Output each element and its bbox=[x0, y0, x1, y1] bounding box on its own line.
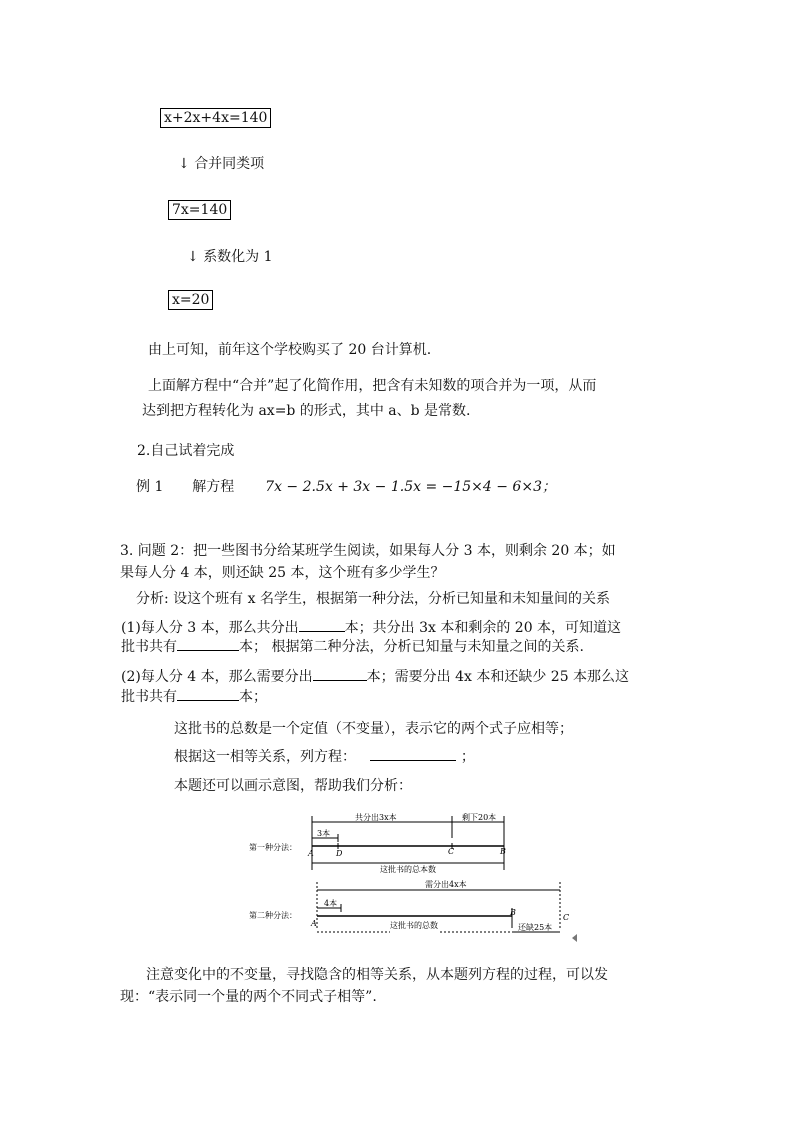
part-2-line-2 bbox=[121, 686, 267, 706]
example-1 bbox=[136, 476, 556, 496]
example-task: 解方程 bbox=[192, 479, 235, 495]
equation-box-3: x=20 bbox=[168, 290, 213, 310]
step-1-label: 合并同类项 bbox=[194, 156, 265, 172]
row-2-label: 第二种分法： bbox=[249, 911, 297, 920]
row-2-top: 需分出4x本 bbox=[425, 880, 467, 889]
note-line-1: 注意变化中的不变量，寻找隐含的相等关系，从本题列方程的过程，可以发 bbox=[146, 967, 608, 983]
scroll-marker-icon bbox=[572, 934, 577, 942]
total-statement: 这批书的总数是一个定值（不变量），表示它的两个式子应相等； bbox=[174, 721, 573, 737]
explain-line-2: 达到把方程转化为 ax=b 的形式，其中 a、b 是常数. bbox=[142, 403, 471, 419]
analysis: 分析: 设这个班有 x 名学生，根据第一种分法，分析已知量和未知量间的关系 bbox=[136, 591, 610, 607]
row-2-middle: 这批书的总数 bbox=[390, 921, 438, 930]
answer-blank[interactable] bbox=[177, 636, 239, 651]
problem-line-2: 果每人分 4 本，则还缺 25 本，这个班有多少学生？ bbox=[120, 565, 445, 581]
section-heading: 2.自己试着完成 bbox=[137, 443, 235, 459]
part-1-text-d: 本； 根据第二种分法，分析已知量与未知量之间的关系. bbox=[239, 639, 584, 655]
step-2 bbox=[187, 246, 273, 266]
row-2-short: 还缺25本 bbox=[518, 923, 553, 932]
row-2-small: 4本 bbox=[324, 899, 338, 908]
answer-blank[interactable] bbox=[177, 686, 239, 701]
equation-prompt bbox=[174, 746, 475, 766]
problem-line-1: 3. 问题 2：把一些图书分给某班学生阅读，如果每人分 3 本，则剩余 20 本；如 bbox=[120, 543, 616, 559]
explain-line-1: 上面解方程中“合并”起了化简作用，把含有未知数的项合并为一项，从而 bbox=[148, 378, 597, 394]
example-equation: 7x − 2.5x + 3x − 1.5x = −15×4 − 6×3； bbox=[265, 479, 556, 495]
part-1-line-1 bbox=[121, 617, 621, 637]
part-1-line-2 bbox=[121, 636, 584, 656]
part-1-text-b: 本；共分出 3x 本和剩余的 20 本，可知道这 bbox=[344, 620, 622, 636]
equation-blank[interactable] bbox=[370, 746, 456, 761]
part-2-line-1 bbox=[121, 666, 629, 686]
answer-blank[interactable] bbox=[313, 666, 367, 681]
note-line-2: 现：“表示同一个量的两个不同式子相等”. bbox=[120, 989, 377, 1005]
example-label: 例 1 bbox=[136, 479, 164, 495]
down-arrow-icon: ↓ bbox=[187, 249, 199, 265]
equation-prompt-text: 根据这一相等关系，列方程： bbox=[174, 749, 356, 765]
row-1-label: 第一种分法： bbox=[249, 843, 297, 852]
part-2-text-c: 批书共有 bbox=[121, 689, 177, 705]
part-2-text-a: (2)每人分 4 本，那么需要分出 bbox=[121, 669, 313, 685]
point-a-1: A bbox=[308, 849, 314, 858]
point-c-1: C bbox=[448, 847, 455, 856]
equation-box-2: 7x=140 bbox=[168, 200, 231, 220]
row-1-bottom: 这批书的总本数 bbox=[380, 865, 436, 874]
point-d: D bbox=[336, 849, 343, 858]
point-a-2: A bbox=[311, 919, 317, 928]
point-b-1: B bbox=[500, 847, 506, 856]
part-2-text-d: 本； bbox=[239, 689, 267, 705]
diagram-intro: 本题还可以画示意图，帮助我们分析： bbox=[174, 778, 412, 794]
part-1-text-a: (1)每人分 3 本，那么共分出 bbox=[121, 620, 299, 636]
step-1 bbox=[178, 153, 264, 173]
part-1-text-c: 批书共有 bbox=[121, 639, 177, 655]
point-c-2: C bbox=[563, 913, 570, 922]
row-1-small: 3本 bbox=[317, 829, 331, 838]
equation-box-1: x+2x+4x=140 bbox=[160, 108, 271, 128]
answer-blank[interactable] bbox=[299, 617, 345, 632]
down-arrow-icon: ↓ bbox=[178, 156, 190, 172]
conclusion: 由上可知，前年这个学校购买了 20 台计算机. bbox=[148, 342, 432, 358]
equation-prompt-end: ； bbox=[460, 749, 475, 765]
distribution-diagram bbox=[240, 808, 585, 943]
step-2-label: 系数化为 1 bbox=[203, 249, 273, 265]
part-2-text-b: 本；需要分出 4x 本和还缺少 25 本那么这 bbox=[366, 669, 630, 685]
row-1-top-2: 剩下20本 bbox=[462, 813, 497, 822]
point-b-2: B bbox=[510, 908, 516, 917]
row-1-top-1: 共分出3x本 bbox=[355, 813, 397, 822]
